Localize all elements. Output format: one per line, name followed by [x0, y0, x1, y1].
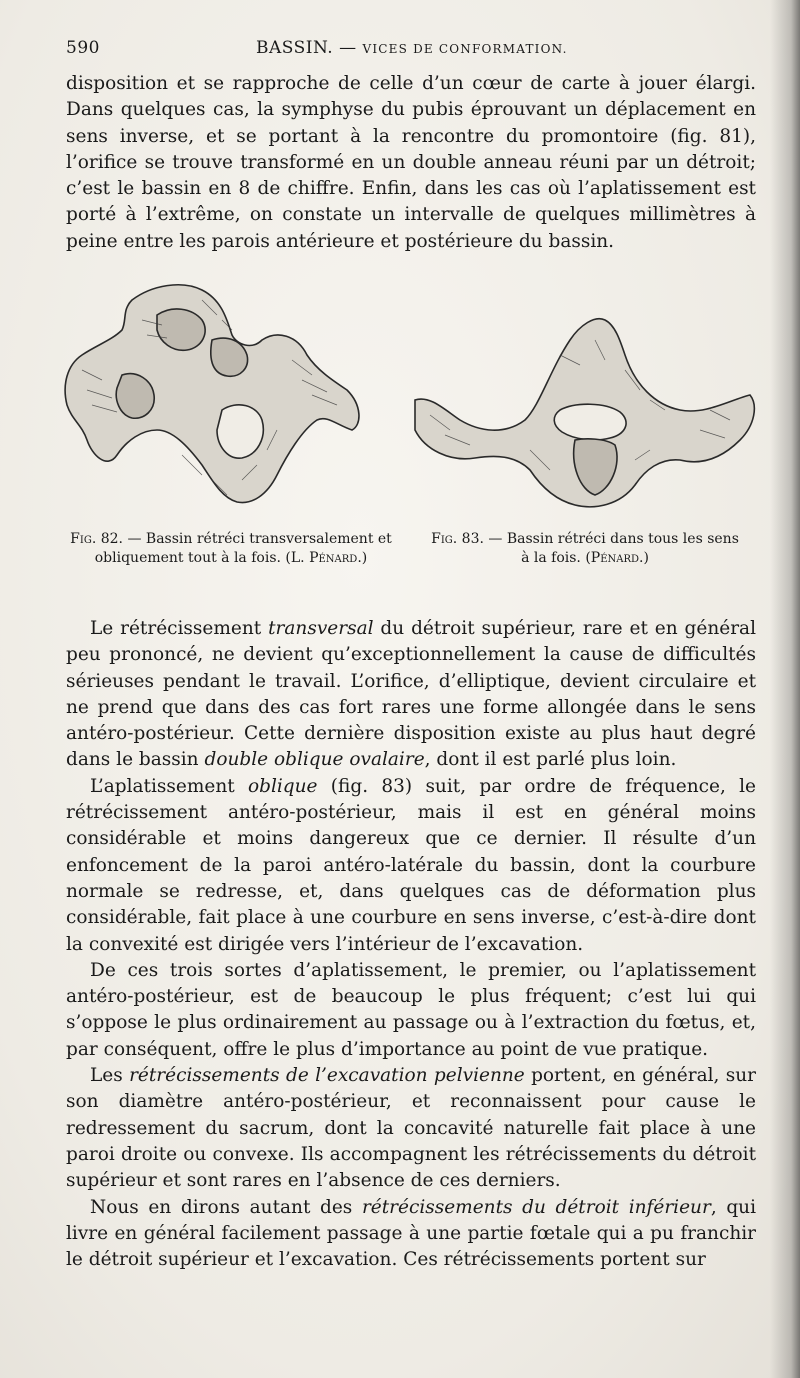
pelvis-fig-82-illustration [62, 280, 367, 520]
page-edge-shadow [770, 0, 800, 1378]
p5-emphasis: rétrécissements du détroit inférieur [361, 1196, 711, 1218]
caption-fig-82 [66, 530, 396, 568]
body-text-main [66, 616, 756, 1273]
caption-fig-83 [426, 530, 744, 568]
running-head [256, 38, 568, 58]
p1-emphasis-2: double oblique ovalaire [204, 749, 425, 771]
p4-text-a: Les [90, 1065, 130, 1087]
p5-text-a: Nous en dirons autant des [90, 1196, 362, 1218]
running-subtitle: VICES DE CONFORMATION. [362, 42, 568, 56]
p2-emphasis: oblique [247, 775, 318, 797]
fig-83-credit: (Pénard.) [585, 550, 649, 566]
p1-text-a: Le rétrécissement [90, 618, 269, 639]
figure-82 [62, 280, 367, 520]
fig-82-caption: — Bassin rétréci transversalement et obliquement tout à la fois. [94, 531, 392, 566]
page-number: 590 [66, 38, 100, 58]
p4-emphasis: rétrécissements de l’excavation pelvienne [129, 1065, 525, 1087]
paragraph-three-sorts: De ces trois sortes d’aplatissement, le premier, ou l’aplatissement antéro-postérieur, est de beaucoup le plus fréquent; c’est lui qui s’oppose le plus ordinairement au passage ou à l’extraction du fœtus, et, par conséquent, offre le plus d’importance au point de vue pratique. [66, 959, 756, 1060]
paragraph-detroit-inferieur [66, 1195, 756, 1274]
p4-text-b: portent, en général, sur son diamètre antéro-postérieur, et reconnaissent pour cause le redressement du sacrum, dont la concavité naturelle fait place à une paroi droite ou convexe. Ils accompagnent les rétrécissements du détroit supérieur et sont rares en l’absence de ces derniers. [66, 1065, 756, 1192]
p1-text-c: , dont il est parlé plus loin. [424, 749, 677, 771]
p2-text-a: L’aplatissement [90, 775, 248, 797]
running-separator: — [339, 38, 357, 58]
page-header [66, 38, 756, 66]
fig-82-label: Fig. 82. [70, 531, 123, 547]
p1-emphasis: transversal [268, 618, 374, 639]
paragraph-oblique [66, 774, 756, 958]
running-title: BASSIN. [256, 38, 334, 58]
fig-82-credit: (L. Pénard.) [285, 550, 368, 566]
paragraph-excavation [66, 1063, 756, 1194]
p2-text-b: (fig. 83) suit, par ordre de fréquence, le rétrécissement antéro-postérieur, mais il est en général moins considérable et moins dangereux que ce dernier. Il résulte d’un enfoncement de la paroi antéro-latérale du bassin, dont la courbure normale se redresse, et, dans quelques cas de déformation plus considérable, fait place à une courbure en sens inverse, c’est-à-dire dont la convexité est dirigée vers l’intérieur de l’excavation. [66, 775, 756, 955]
fig-83-caption: — Bassin rétréci dans tous les sens à la fois. [488, 531, 739, 566]
pelvis-fig-83-illustration [410, 310, 760, 515]
paragraph-transversal [66, 616, 756, 774]
paragraph-continued: disposition et se rapproche de celle d’un cœur de carte à jouer élargi. Dans quelques cas, la symphyse du pubis éprouvant un déplacement en sens inverse, et se portant à la rencontre du promontoire (fig. 81), l’orifice se trouve transformé en un double anneau réuni par un détroit; c’est le bassin en 8 de chiffre. Enfin, dans les cas où l’aplatissement est porté à l’extrême, on constate un intervalle de quelques millimètres à peine entre les parois antérieure et postérieure du bassin. [66, 73, 756, 252]
body-text-top [66, 71, 756, 255]
figure-83 [410, 310, 760, 515]
p5-text-b: , qui livre en général facilement passage à une partie fœtale qui a pu franchir le détroit supérieur et l’excavation. Ces rétrécissements portent sur [66, 1196, 756, 1271]
fig-83-label: Fig. 83. [431, 531, 484, 547]
p1-text-b: du détroit supérieur, rare et en général peu prononcé, ne devient qu’exceptionnellement la cause de difficultés sérieuses pendant le travail. L’orifice, d’elliptique, devient circulaire et ne prend que dans des cas fort rares une forme allongée dans le sens antéro-postérieur. Cette dernière disposition existe au plus haut degré dans le bassin [66, 618, 756, 771]
